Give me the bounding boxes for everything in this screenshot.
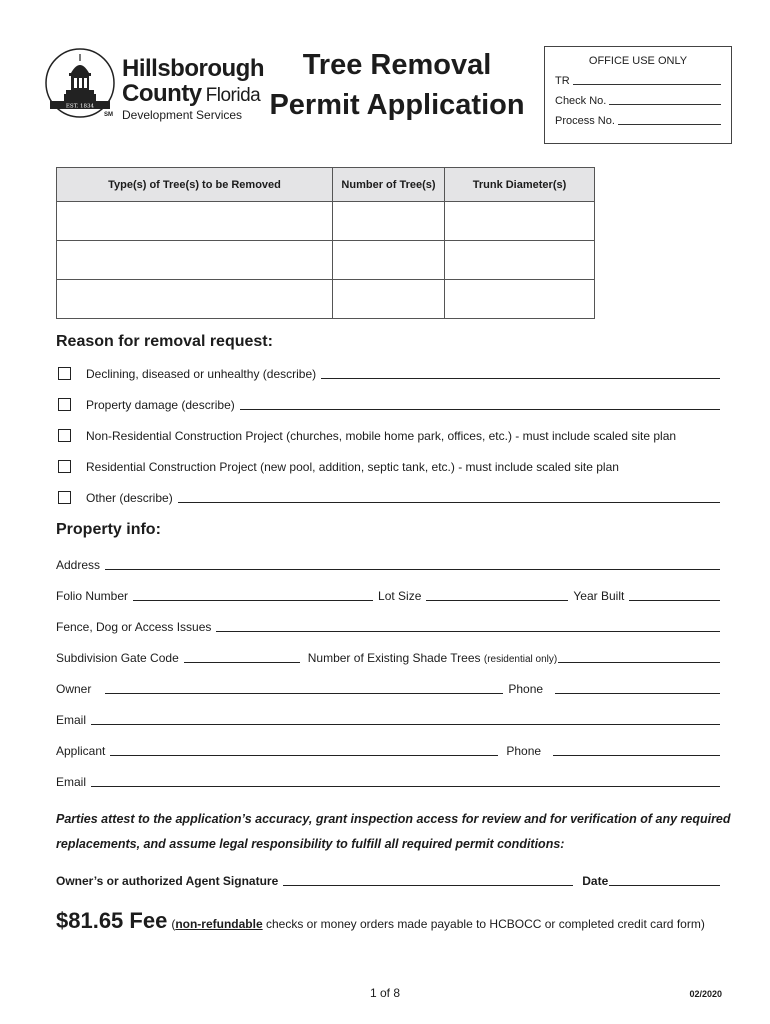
applicant-row <box>56 742 720 758</box>
owner-phone-field[interactable] <box>555 693 720 694</box>
office-use-heading: OFFICE USE ONLY <box>588 55 688 67</box>
other-describe-field[interactable] <box>178 502 720 503</box>
declining-describe-field[interactable] <box>321 378 720 379</box>
attestation-text: Parties attest to the application’s accuracy, grant inspection access for review and for verification of any required replacements, and assume legal responsibility to fulfill all required permit conditions: <box>56 812 731 851</box>
fee-payment-text: checks or money orders made payable to HCBOCC or completed credit card form) <box>262 917 705 931</box>
tree-count-cell[interactable] <box>333 202 445 241</box>
fee-non-refundable: non-refundable <box>175 917 263 931</box>
service-mark: SM <box>104 112 113 118</box>
table-header-row <box>57 168 595 202</box>
wordmark-line2 <box>122 82 264 106</box>
office-tr-row <box>555 75 721 87</box>
signature-field[interactable] <box>283 885 573 886</box>
folio-row <box>56 587 720 603</box>
table-row <box>57 241 595 280</box>
applicant-phone-field[interactable] <box>553 755 720 756</box>
damage-label: Property damage (describe) <box>86 398 235 412</box>
page-number: 1 of 8 <box>369 986 401 1000</box>
table-row <box>57 280 595 319</box>
wordmark-department: Development Services <box>122 108 243 122</box>
folio-field[interactable] <box>133 600 373 601</box>
trunk-diameter-cell[interactable] <box>445 280 595 319</box>
reason-section-title: Reason for removal request: <box>56 333 273 350</box>
reason-option-residential <box>58 458 720 474</box>
reason-option-damage <box>58 396 720 412</box>
county-wordmark <box>122 57 264 121</box>
nonresidential-checkbox[interactable] <box>58 429 71 442</box>
fee-notice <box>56 908 705 934</box>
owner-row <box>56 680 720 696</box>
applicant-label: Applicant <box>56 744 106 758</box>
owner-phone-label: Phone <box>508 682 544 696</box>
damage-describe-field[interactable] <box>240 409 720 410</box>
office-tr-label: TR <box>555 75 570 87</box>
page-title <box>266 45 528 125</box>
reason-option-other <box>58 489 720 505</box>
declining-checkbox[interactable] <box>58 367 71 380</box>
tree-type-cell[interactable] <box>57 280 333 319</box>
office-process-label: Process No. <box>555 115 615 127</box>
fence-field[interactable] <box>216 631 720 632</box>
shade-trees-field[interactable] <box>558 662 720 663</box>
tree-type-cell[interactable] <box>57 241 333 280</box>
other-checkbox[interactable] <box>58 491 71 504</box>
office-check-label: Check No. <box>555 95 607 107</box>
folio-label: Folio Number <box>56 589 129 603</box>
county-seal-logo <box>44 47 116 119</box>
gate-code-field[interactable] <box>184 662 300 663</box>
header-trunk-diameter: Trunk Diameter(s) <box>445 168 595 202</box>
signature-date-label: Date <box>582 874 609 888</box>
office-process-field[interactable] <box>618 115 721 125</box>
header-tree-count: Number of Tree(s) <box>333 168 445 202</box>
applicant-field[interactable] <box>110 755 498 756</box>
title-line1: Tree Removal <box>302 49 492 81</box>
owner-email-label: Email <box>56 713 87 727</box>
header-tree-type: Type(s) of Tree(s) to be Removed <box>57 168 333 202</box>
address-label: Address <box>56 558 101 572</box>
lot-size-label: Lot Size <box>378 589 422 603</box>
gate-code-label: Subdivision Gate Code <box>56 651 179 665</box>
trunk-diameter-cell[interactable] <box>445 241 595 280</box>
office-check-row <box>555 95 721 107</box>
year-built-label: Year Built <box>573 589 625 603</box>
tree-type-cell[interactable] <box>57 202 333 241</box>
owner-field[interactable] <box>105 693 503 694</box>
wordmark-county: County <box>122 80 202 107</box>
nonresidential-label: Non-Residential Construction Project (churches, mobile home park, offices, etc.) - must include scaled site plan <box>86 429 677 443</box>
shade-trees-note: (residential only) <box>483 654 558 665</box>
gate-row <box>56 649 720 665</box>
trunk-diameter-cell[interactable] <box>445 202 595 241</box>
lot-size-field[interactable] <box>426 600 568 601</box>
residential-checkbox[interactable] <box>58 460 71 473</box>
office-tr-field[interactable] <box>573 75 721 85</box>
other-label: Other (describe) <box>86 491 173 505</box>
fence-row <box>56 618 720 634</box>
table-row <box>57 202 595 241</box>
seal-text: EST. 1834 <box>65 103 95 110</box>
applicant-email-row <box>56 773 720 789</box>
wordmark-line1: Hillsborough <box>122 55 264 82</box>
tree-table <box>56 167 595 319</box>
office-check-field[interactable] <box>609 95 721 105</box>
title-line2: Permit Application <box>269 89 525 121</box>
signature-label: Owner’s or authorized Agent Signature <box>56 874 279 888</box>
applicant-email-field[interactable] <box>91 786 720 787</box>
tree-count-cell[interactable] <box>333 280 445 319</box>
residential-label: Residential Construction Project (new pool, addition, septic tank, etc.) - must include scaled site plan <box>86 460 619 474</box>
reason-option-nonresidential <box>58 427 720 443</box>
fee-details <box>171 917 705 931</box>
wordmark-florida: Florida <box>205 85 261 106</box>
owner-email-field[interactable] <box>91 724 720 725</box>
fence-label: Fence, Dog or Access Issues <box>56 620 212 634</box>
property-section-title: Property info: <box>56 521 161 538</box>
shade-trees-label <box>308 651 557 665</box>
tree-count-cell[interactable] <box>333 241 445 280</box>
applicant-email-label: Email <box>56 775 87 789</box>
signature-row <box>56 870 720 888</box>
reason-option-declining <box>58 365 720 381</box>
office-process-row <box>555 115 721 127</box>
applicant-phone-label: Phone <box>506 744 542 758</box>
declining-label: Declining, diseased or unhealthy (describe) <box>86 367 317 381</box>
signature-date-field[interactable] <box>609 885 720 886</box>
owner-email-row <box>56 711 720 727</box>
damage-checkbox[interactable] <box>58 398 71 411</box>
fee-amount: $81.65 Fee <box>56 908 168 933</box>
fee-paren: ( <box>171 917 176 931</box>
owner-label: Owner <box>56 682 92 696</box>
office-use-box <box>544 46 732 144</box>
year-built-field[interactable] <box>629 600 720 601</box>
shade-trees-text: Number of Existing Shade Trees <box>307 651 481 665</box>
address-row <box>56 556 720 572</box>
address-field[interactable] <box>105 569 720 570</box>
form-date-code: 02/2020 <box>689 989 722 999</box>
